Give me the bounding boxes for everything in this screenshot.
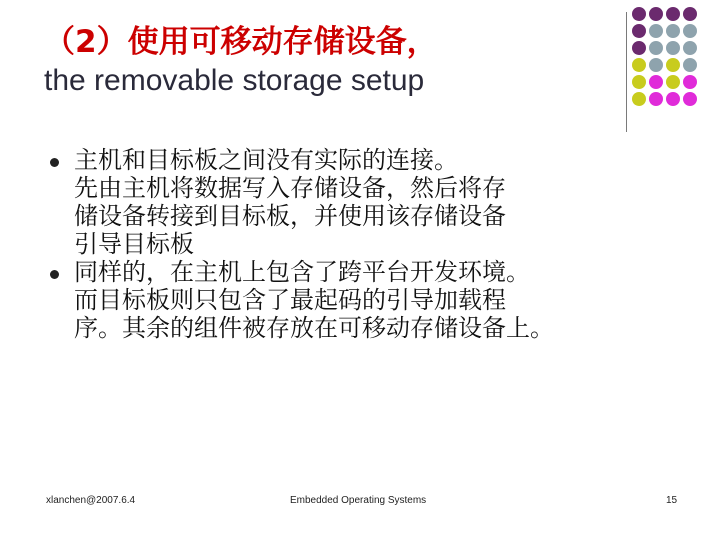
decorative-dot-magenta [649, 92, 663, 106]
decorative-dot-gray [666, 24, 680, 38]
decorative-dot-magenta [666, 92, 680, 106]
decorative-dot-gray [683, 24, 697, 38]
decorative-dot-yellow [666, 75, 680, 89]
decorative-dot-yellow [666, 58, 680, 72]
decorative-dot-gray [683, 41, 697, 55]
slide-title-chinese: （2）使用可移动存储设备， [44, 24, 438, 60]
decorative-dot-gray [649, 41, 663, 55]
bullet-text-line: 先由主机将数据写入存储设备，然后将存 [74, 174, 506, 202]
decorative-dot-yellow [632, 58, 646, 72]
decorative-dot-purple [632, 24, 646, 38]
title-divider-line [626, 12, 627, 132]
footer-course-title: Embedded Operating Systems [290, 495, 427, 506]
decorative-dot-gray [649, 24, 663, 38]
bullet-item [46, 258, 686, 342]
decorative-dot-magenta [683, 75, 697, 89]
footer-author-date: xlanchen@2007.6.4 [46, 495, 136, 506]
bullet-list [46, 146, 686, 342]
bullet-text-line: 引导目标板 [74, 230, 194, 258]
decorative-dot-purple [666, 7, 680, 21]
decorative-dot-purple [649, 7, 663, 21]
decorative-dot-gray [683, 58, 697, 72]
decorative-dot-purple [683, 7, 697, 21]
bullet-text-line: 而目标板则只包含了最起码的引导加载程 [74, 286, 506, 314]
footer-page-number: 15 [666, 495, 678, 506]
decorative-dot-magenta [649, 75, 663, 89]
bullet-dot-icon [50, 270, 59, 279]
decorative-dot-purple [632, 41, 646, 55]
decorative-dot-gray [666, 41, 680, 55]
decorative-dot-yellow [632, 92, 646, 106]
decorative-dot-magenta [683, 92, 697, 106]
bullet-text-line: 序。其余的组件被存放在可移动存储设备上。 [74, 314, 554, 342]
slide-title-english: the removable storage setup [44, 64, 425, 97]
decorative-dot-gray [649, 58, 663, 72]
bullet-text-line: 储设备转接到目标板，并使用该存储设备 [74, 202, 506, 230]
bullet-text-line: 主机和目标板之间没有实际的连接。 [74, 146, 458, 174]
bullet-item [46, 146, 686, 258]
decorative-dot-purple [632, 7, 646, 21]
bullet-text-line: 同样的，在主机上包含了跨平台开发环境。 [74, 258, 530, 286]
decorative-dot-grid [632, 7, 716, 109]
decorative-dot-yellow [632, 75, 646, 89]
bullet-dot-icon [50, 158, 59, 167]
